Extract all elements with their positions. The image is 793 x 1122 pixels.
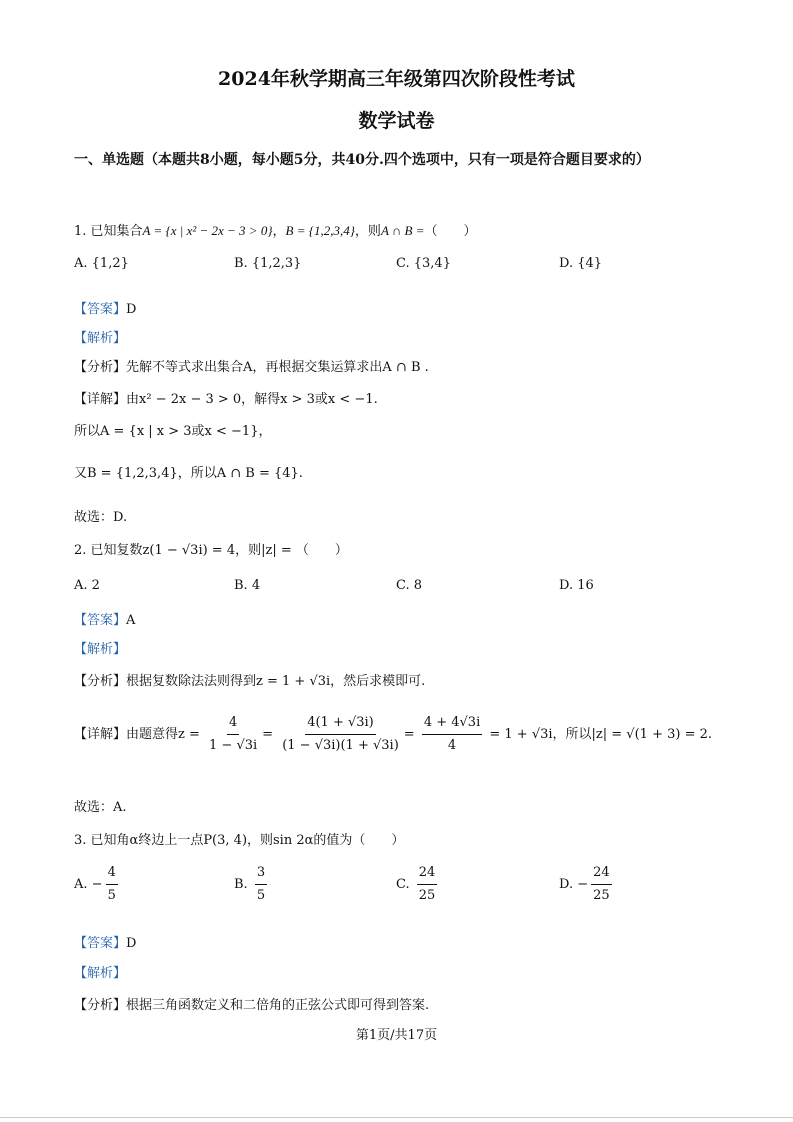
q3-option-a: A. − $\frac{4}{5}$ (74, 865, 116, 903)
q2-fenxi-text: 根据复数除法法则得到z = 1 + √3i，然后求模即可. (126, 674, 426, 689)
answer-tag: 【答案】 (74, 936, 127, 951)
answer-tag: 【答案】 (74, 302, 127, 317)
q3-analysis-tag: 【解析】 (74, 966, 127, 981)
q1-query: A ∩ B = (380, 223, 425, 238)
q2-fenxi (74, 670, 425, 689)
q1-analysis-tag: 【解析】 (74, 331, 127, 346)
q3-answer (74, 932, 136, 951)
q3-fenxi-text: 根据三角函数定义和二倍角的正弦公式即可得到答案. (126, 998, 430, 1013)
q2-detail-post: = 1 + √3i，所以|z| = √(1 + 3) = 2. (489, 727, 712, 742)
detail-tag: 【详解】 (74, 392, 127, 407)
q3-option-d: D. − $\frac{24}{25}$ (559, 865, 610, 903)
q1-stem: 1. 已知集合A = {x | x² − 2x − 3 > 0}，B = {1,2,3,4}，则A ∩ B =（ ） (74, 223, 477, 239)
fenxi-tag: 【分析】 (74, 674, 127, 689)
q1-paren: （ ） (424, 224, 477, 239)
q2-choose: 故选：A. (74, 800, 127, 815)
q1-option-d: D. {4} (559, 256, 603, 271)
q2-detail-pre: 由题意得z = (126, 727, 200, 742)
q2-frac-2: $\frac{4(1 + √3i)}{(1 - √3i)(1 + √3i)}$ (282, 715, 399, 753)
answer-tag: 【答案】 (74, 613, 127, 628)
page-bottom-divider (0, 1117, 793, 1118)
q2-detail: 【详解】由题意得z = $\frac{4}{1 - √3i}$ = $\frac{4(1 + √3i)}{(1 - √3i)(1 + √3i)}$ = $\frac{4 + 4√3i}{4}$ = 1 + √3i，所以|z| = √(1 + 3) = 2. (74, 715, 712, 753)
q3-fenxi (74, 994, 429, 1013)
detail-tag: 【详解】 (74, 727, 127, 742)
q3-stem: 3. 已知角α终边上一点P(3, 4)，则sin 2α的值为（ ） (74, 833, 405, 848)
q2-frac-3: $\frac{4 + 4√3i}{4}$ (423, 715, 481, 753)
q1-fenxi (74, 356, 429, 375)
fenxi-tag: 【分析】 (74, 998, 127, 1013)
q1-detail (74, 388, 378, 407)
q1-set-b: B = {1,2,3,4} (285, 223, 355, 238)
q1-answer (74, 298, 136, 317)
q1-choose: 故选：D. (74, 510, 128, 525)
q1-answer-value: D (126, 302, 137, 317)
fenxi-tag: 【分析】 (74, 360, 127, 375)
q1-stem-pre: 1. 已知集合 (74, 224, 143, 239)
q1-set-a: A = {x | x² − 2x − 3 > 0} (142, 223, 273, 238)
q1-stem-post: ，则 (354, 224, 381, 239)
q2-option-a: A. 2 (74, 578, 100, 593)
page-footer: 第1页/共17页 (355, 1028, 438, 1043)
q3-option-b: B. $\frac{3}{5}$ (234, 865, 266, 903)
q1-detail-text: 由x² − 2x − 3 > 0，解得x > 3或x < −1. (126, 392, 378, 407)
q2-option-c: C. 8 (396, 578, 423, 593)
q2-option-b: B. 4 (234, 578, 261, 593)
q2-stem: 2. 已知复数z(1 − √3i) = 4，则|z| = （ ） (74, 543, 348, 558)
q2-option-d: D. 16 (559, 578, 594, 593)
page-subtitle: 数学试卷 (358, 110, 435, 132)
q1-line2: 所以A = {x | x > 3或x < −1}， (74, 424, 272, 439)
q1-option-a: A. {1,2} (74, 256, 129, 271)
q2-answer-value: A (126, 613, 136, 628)
q1-option-b: B. {1,2,3} (234, 256, 302, 271)
page-title: 2024年秋学期高三年级第四次阶段性考试 (218, 68, 575, 90)
q2-answer (74, 609, 135, 628)
q2-analysis-tag: 【解析】 (74, 642, 127, 657)
q2-frac-1: $\frac{4}{1 - √3i}$ (209, 715, 258, 753)
q1-option-c: C. {3,4} (396, 256, 451, 271)
q3-answer-value: D (126, 936, 137, 951)
section-heading: 一、单选题（本题共8小题，每小题5分，共40分.四个选项中，只有一项是符合题目要求的） (74, 152, 650, 168)
q1-line3: 又B = {1,2,3,4}，所以A ∩ B = {4}. (74, 466, 303, 481)
q3-option-c: C. $\frac{24}{25}$ (396, 865, 436, 903)
q1-fenxi-text: 先解不等式求出集合A，再根据交集运算求出A ∩ B . (126, 360, 429, 375)
